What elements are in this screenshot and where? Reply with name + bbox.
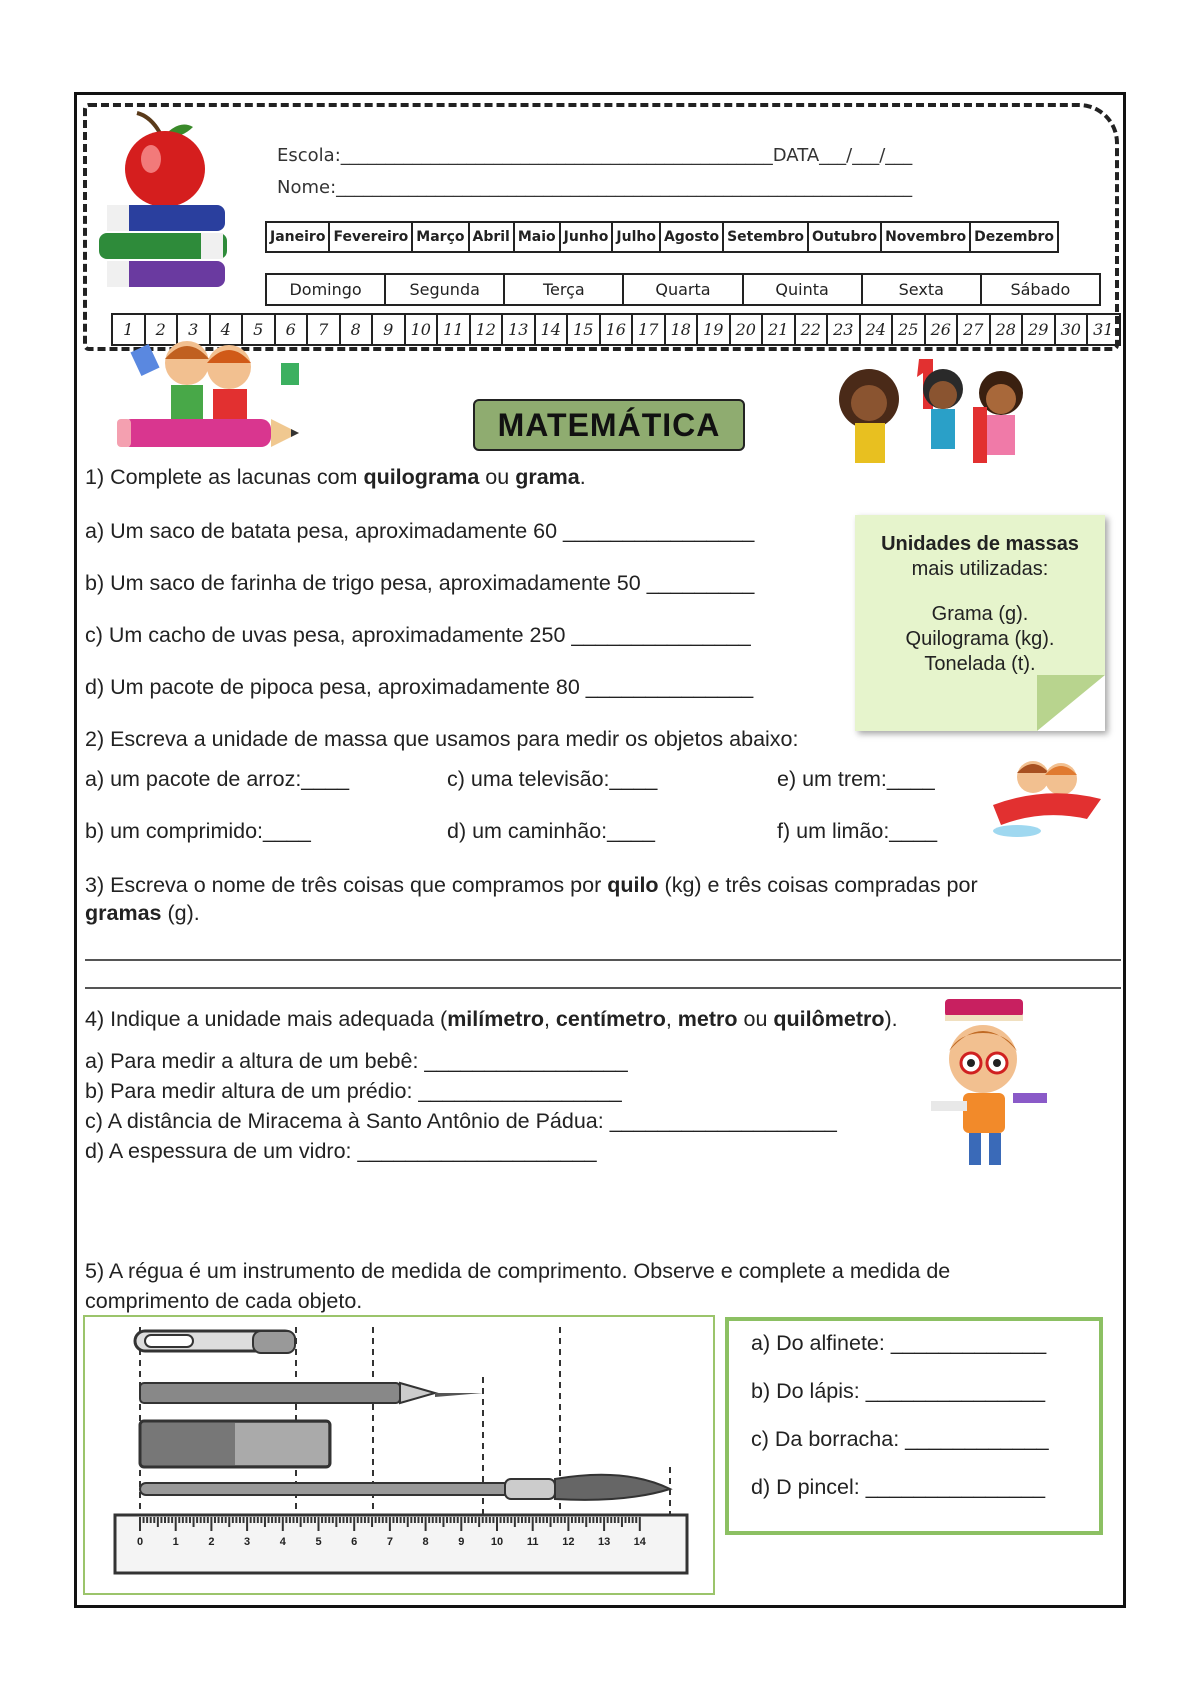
ruler-label: 0 [136, 1536, 144, 1548]
question-4a[interactable]: a) Para medir a altura de um bebê: _________________ [85, 1049, 628, 1073]
weekday-cell: Domingo [267, 275, 386, 304]
question-2a[interactable]: a) um pacote de arroz:____ [85, 767, 350, 791]
day-cell: 10 [406, 315, 439, 344]
month-cell: Abril [470, 223, 515, 251]
question-1b[interactable]: b) Um saco de farinha de trigo pesa, aproximadamente 50 _________ [85, 571, 755, 595]
answer-eraser[interactable]: c) Da borracha: ____________ [751, 1427, 1049, 1451]
paintbrush [140, 1475, 670, 1500]
ruler-label: 11 [526, 1536, 539, 1548]
day-cell: 27 [958, 315, 991, 344]
ruler-label: 13 [597, 1536, 611, 1548]
eraser [140, 1421, 330, 1467]
note-subtitle: mais utilizadas: [911, 558, 1049, 580]
day-cell: 24 [861, 315, 894, 344]
day-cell: 15 [568, 315, 601, 344]
day-cell: 16 [601, 315, 634, 344]
question-4-intro: 4) Indique a unidade mais adequada (milímetro, centímetro, metro ou quilômetro). [85, 1007, 898, 1031]
day-cell: 31 [1093, 320, 1114, 339]
month-cell: Agosto [661, 223, 724, 251]
month-cell: Setembro [724, 223, 809, 251]
ruler-label: 1 [172, 1536, 179, 1548]
weekday-cell: Quinta [744, 275, 863, 304]
day-cell: 26 [926, 315, 959, 344]
day-cell: 8 [341, 315, 374, 344]
mass-units-note [855, 515, 1105, 731]
day-cell: 14 [536, 315, 569, 344]
day-cell: 23 [828, 315, 861, 344]
ruler-label: 4 [279, 1536, 286, 1548]
note-folded-corner [1037, 675, 1105, 731]
months-row [265, 221, 1059, 253]
day-cell: 3 [178, 315, 211, 344]
question-2c[interactable]: c) uma televisão:____ [447, 767, 658, 791]
day-cell: 19 [698, 315, 731, 344]
day-cell: 22 [796, 315, 829, 344]
answer-pin[interactable]: a) Do alfinete: _____________ [751, 1331, 1047, 1355]
question-2-intro: 2) Escreva a unidade de massa que usamos para medir os objetos abaixo: [85, 727, 799, 751]
note-line: Quilograma (kg). [905, 628, 1055, 650]
ruler-label: 6 [351, 1536, 358, 1548]
day-cell: 29 [1023, 315, 1056, 344]
kids-with-numbers-illustration [833, 353, 1033, 477]
apple-books-illustration [93, 109, 243, 299]
day-cell: 2 [146, 315, 179, 344]
day-cell: 13 [503, 315, 536, 344]
month-cell: Julho [613, 223, 661, 251]
question-2e[interactable]: e) um trem:____ [777, 767, 935, 791]
answer-line[interactable] [85, 987, 1121, 989]
note-line: Tonelada (t). [924, 653, 1036, 675]
weekday-cell: Sexta [863, 275, 982, 304]
weekday-cell: Sábado [1010, 280, 1071, 299]
kids-on-pencil-illustration [113, 333, 303, 465]
ruler-label: 10 [490, 1536, 504, 1548]
question-3-line2: gramas (g). [85, 901, 200, 925]
question-2d[interactable]: d) um caminhão:____ [447, 819, 655, 843]
ruler-label: 9 [458, 1536, 465, 1548]
day-cell: 18 [666, 315, 699, 344]
month-cell: Março [413, 223, 469, 251]
day-cell: 9 [373, 315, 406, 344]
question-1a[interactable]: a) Um saco de batata pesa, aproximadamente 60 ________________ [85, 519, 755, 543]
question-2b[interactable]: b) um comprimido:____ [85, 819, 311, 843]
day-cell: 1 [113, 315, 146, 344]
month-cell: Junho [561, 223, 614, 251]
day-cell: 17 [633, 315, 666, 344]
boy-with-books-illustration [925, 997, 1065, 1177]
note-line: Grama (g). [931, 603, 1029, 625]
weekday-cell: Terça [505, 275, 624, 304]
question-1-intro: 1) Complete as lacunas com quilograma ou grama. [85, 465, 586, 489]
answer-line[interactable] [85, 959, 1121, 961]
school-line[interactable]: Escola:________________________________________________DATA___/___/___ [277, 145, 913, 166]
safety-pin [135, 1331, 295, 1353]
answer-pencil[interactable]: b) Do lápis: _______________ [751, 1379, 1046, 1403]
ruler-label: 7 [386, 1536, 393, 1548]
question-4d[interactable]: d) A espessura de um vidro: ____________________ [85, 1139, 597, 1163]
question-5-line2: comprimento de cada objeto. [85, 1289, 363, 1313]
month-cell: Maio [515, 223, 561, 251]
month-cell: Novembro [882, 223, 971, 251]
day-cell: 25 [893, 315, 926, 344]
month-cell: Dezembro [974, 229, 1055, 245]
day-cell: 30 [1056, 315, 1089, 344]
day-cell: 4 [211, 315, 244, 344]
day-cell: 20 [731, 315, 764, 344]
question-4c[interactable]: c) A distância de Miracema à Santo Antônio de Pádua: ___________________ [85, 1109, 837, 1133]
question-5-line1: 5) A régua é um instrumento de medida de comprimento. Observe e complete a medida de [85, 1259, 951, 1283]
weekdays-row [265, 273, 1101, 306]
measurement-answers [725, 1317, 1103, 1535]
ruler-label: 2 [208, 1536, 215, 1548]
month-cell: Fevereiro [330, 223, 413, 251]
question-1d[interactable]: d) Um pacote de pipoca pesa, aproximadamente 80 ______________ [85, 675, 754, 699]
question-4b[interactable]: b) Para medir altura de um prédio: _________________ [85, 1079, 622, 1103]
page-title: MATEMÁTICA [473, 399, 745, 451]
day-cell: 12 [471, 315, 504, 344]
ruler-label: 5 [315, 1536, 322, 1548]
day-cell: 28 [991, 315, 1024, 344]
question-2f[interactable]: f) um limão:____ [777, 819, 938, 843]
day-cell: 6 [276, 315, 309, 344]
ruler-label: 12 [562, 1536, 575, 1548]
ruler-label: 3 [244, 1536, 251, 1548]
worksheet-frame [74, 92, 1126, 1608]
weekday-cell: Quarta [624, 275, 743, 304]
day-cell: 7 [308, 315, 341, 344]
month-cell: Outubro [809, 223, 882, 251]
header-dashed-frame [83, 103, 1119, 351]
note-title: Unidades de massas [881, 533, 1079, 555]
ruler-label: 8 [422, 1536, 429, 1548]
pencil [140, 1383, 483, 1403]
question-1c[interactable]: c) Um cacho de uvas pesa, aproximadamente 250 _______________ [85, 623, 751, 647]
day-cell: 5 [243, 315, 276, 344]
name-line[interactable]: Nome:________________________________________________________________ [277, 177, 913, 198]
day-cell: 11 [438, 315, 471, 344]
ruler-figure [83, 1315, 715, 1595]
month-cell: Janeiro [267, 223, 330, 251]
kids-on-book-illustration [987, 755, 1105, 839]
day-cell: 21 [763, 315, 796, 344]
weekday-cell: Segunda [386, 275, 505, 304]
question-3-line1: 3) Escreva o nome de três coisas que compramos por quilo (kg) e três coisas compradas por [85, 873, 978, 897]
ruler [115, 1515, 687, 1573]
ruler-label: 14 [633, 1536, 646, 1548]
answer-brush[interactable]: d) D pincel: _______________ [751, 1475, 1046, 1499]
